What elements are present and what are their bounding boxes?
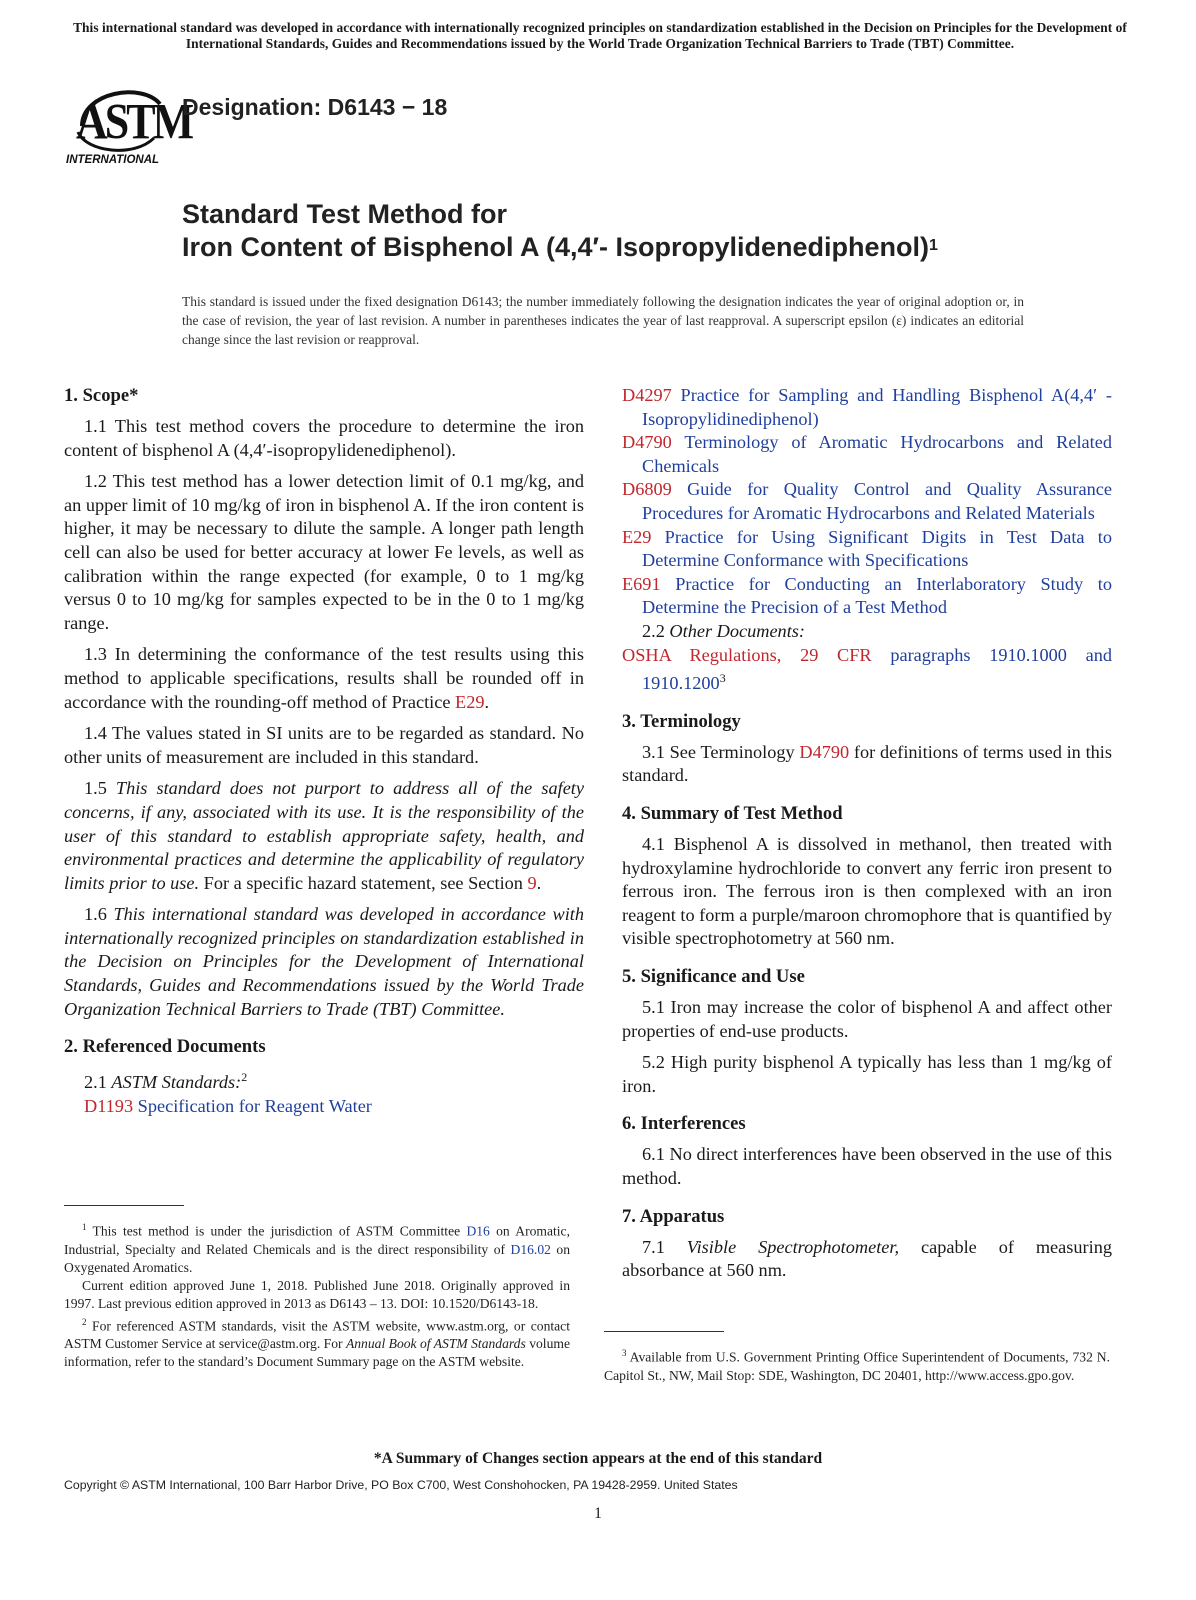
paragraph-4-1: 4.1 Bisphenol A is dissolved in methanol, then treated with hydroxylamine hydrochloride to convert any ferric iron present to ferrous iron. The ferrous iron is then complexed with an iron reagent to form a purple/maroon chromophore that is quantified by visible spectrophotometry at 560 nm. [622,834,1112,949]
reference-code[interactable]: E691 [622,573,661,594]
reference-item [622,431,1112,478]
reference-item [622,573,1112,620]
reference-title[interactable]: paragraphs 1910.1000 and 1910.1200 [642,644,1112,694]
svg-text:INTERNATIONAL: INTERNATIONAL [66,154,160,166]
footnote-1: $^1$ This test method is under the jurisdiction of ASTM Committee D16 on Aromatic, Industrial, Specialty and Related Chemicals and is the direct responsibility of D16.02 on Oxygenated Aromatics. [64,1222,570,1275]
paragraph-5-1: 5.1 Iron may increase the color of bisphenol A and affect other properties of end-use products. [622,996,1112,1041]
summary-of-changes-note: *A Summary of Changes section appears at the end of this standard [373,1450,823,1467]
footnotes-left [64,1218,570,1371]
reference-title[interactable]: Specification for Reagent Water [137,1095,372,1116]
reference-code[interactable]: D1193 [84,1095,134,1116]
paragraph-1-4: 1.4 The values stated in SI units are to be regarded as standard. No other units of measurement are included in this standard. [64,723,584,767]
paragraph-1-1: 1.1 This test method covers the procedure to determine the iron content of bisphenol A (4,4′-isopropylidenediphenol). [64,416,584,460]
footnote-divider [64,1205,184,1206]
astm-logo-icon [64,74,192,166]
reference-code[interactable]: D4297 [622,385,672,405]
copyright: Copyright © ASTM International, 100 Barr Harbor Drive, PO Box C700, West Conshohocken, PA 19428-2959. United States [64,1478,738,1492]
paragraph-1-5: 1.5 This standard does not purport to address all of the safety concerns, if any, associated with its use. It is the responsibility of the user of this standard to establish appropriate safety, health, and environmental practices and determine the applicability of regulatory limits prior to use. For a specific hazard statement, see Section 9. [64,778,584,893]
footnote-1-edition: Current edition approved June 1, 2018. Published June 2018. Originally approved in 1997. Last previous edition approved in 2013 as D6143 – 13. DOI: 10.1520/D6143-18. [64,1277,570,1311]
section-heading-interferences: 6. Interferences [622,1113,746,1135]
left-column [64,384,584,1119]
reference-title[interactable]: Terminology of Aromatic Hydrocarbons and Related Chemicals [642,432,1112,476]
reference-title[interactable]: Guide for Quality Control and Quality Assurance Procedures for Aromatic Hydrocarbons and Related Materials [642,479,1112,523]
document-title [182,198,938,268]
title-footnote-mark: 1 [928,237,938,254]
paragraph-7-1: 7.1 Visible Spectrophotometer, capable of measuring absorbance at 560 nm. [622,1236,1112,1281]
reference-item-osha: OSHA Regulations, 29 CFR paragraphs 1910.1000 and 1910.1200$^3$ [622,644,1112,694]
reference-code[interactable]: D6809 [622,479,672,500]
ref-link-d16[interactable]: D16 [466,1223,490,1239]
reference-item [64,1095,584,1119]
paragraph-6-1: 6.1 No direct interferences have been observed in the use of this method. [622,1144,1112,1188]
section-heading-terminology: 3. Terminology [622,710,741,732]
paragraph-5-2: 5.2 High purity bisphenol A typically has less than 1 mg/kg of iron. [622,1052,1112,1096]
ref-link-d4790[interactable]: D4790 [799,741,850,762]
reference-item [622,526,1112,573]
reference-code[interactable]: D4790 [622,432,672,453]
title-line-1: Standard Test Method for [182,199,508,229]
ref-link-d16-02[interactable]: D16.02 [510,1241,551,1257]
reference-code[interactable]: E29 [622,526,652,547]
footnote-2: $^2$ For referenced ASTM standards, visit the ASTM website, www.astm.org, or contact ASTM Customer Service at service@astm.org. For Annual Book of ASTM Standards volume information, refer to the standard’s Document Summary page on the ASTM website. [64,1316,570,1370]
reference-item [622,384,1112,431]
section-heading-significance: 5. Significance and Use [622,965,805,987]
paragraph-1-3: 1.3 In determining the conformance of the test results using this method to applicable specifications, results shall be rounded off in accordance with the rounding-off method of Practice E29. [64,644,584,712]
reference-code[interactable]: OSHA Regulations, 29 CFR [622,644,872,665]
subsection-2-2: 2.2 Other Documents: [642,620,805,641]
section-heading-apparatus: 7. Apparatus [622,1205,725,1227]
section-heading-summary: 4. Summary of Test Method [622,803,843,824]
title-line-2: Iron Content of Bisphenol A (4,4′- Isopropylidenediphenol)$^1$ [182,232,938,262]
paragraph-3-1: 3.1 See Terminology D4790 for definitions of terms used in this standard. [622,741,1112,786]
reference-title[interactable]: Practice for Sampling and Handling Bisphenol A(4,4′ -Isopropylidinediphenol) [642,385,1112,429]
paragraph-1-2: 1.2 This test method has a lower detection limit of 0.1 mg/kg, and an upper limit of 10 mg/kg of iron in bisphenol A. If the iron content is higher, it may be necessary to dilute the sample. A longer path length cell can also be used for better accuracy at lower Fe levels, as well as calibration within the range expected (for example, 0 to 1 mg/kg versus 0 to 10 mg/kg for samples expected to be in the 0 to 1 mg/kg range. [64,471,584,633]
reference-title[interactable]: Practice for Conducting an Interlaboratory Study to Determine the Precision of a Test Method [642,573,1112,618]
designation: Designation: D6143 − 18 [182,94,448,120]
ref-link-section-9[interactable]: 9 [527,872,537,893]
reference-item [622,478,1112,525]
ref-link-e29[interactable]: E29 [455,691,485,712]
page-number: 1 [594,1505,602,1522]
reference-title[interactable]: Practice for Using Significant Digits in Test Data to Determine Conformance with Specifications [642,526,1112,571]
section-heading-scope: 1. Scope* [64,385,139,406]
right-column [622,384,1112,1291]
footnotes-right [604,1344,1110,1385]
section-heading-referenced-documents: 2. Referenced Documents [64,1036,266,1058]
header-notice: This international standard was developed in accordance with internationally recognized principles on standardization established in the Decision on Principles for the Development of International Standards, Guides and Recommendations issued by the World Trade Organization Technical Barriers to Trade (TBT) Committee. [73,20,1127,51]
paragraph-1-6: 1.6 This international standard was developed in accordance with internationally recognized principles on standardization established in the Decision on Principles for the Development of International Standards, Guides and Recommendations issued by the World Trade Organization Technical Barriers to Trade (TBT) Committee. [64,904,585,1019]
svg-text:ASTM: ASTM [76,94,192,151]
footnote-3: $^3$ Available from U.S. Government Printing Office Superintendent of Documents, 732 N. Capitol St., NW, Mail Stop: SDE, Washington, DC 20401, http://www.access.gpo.gov. [604,1348,1110,1383]
subsection-2-1: 2.1 ASTM Standards:$^2$ [84,1070,248,1093]
footnote-divider [604,1331,724,1332]
issued-note: This standard is issued under the fixed designation D6143; the number immediately following the designation indicates the year of original adoption or, in the case of revision, the year of last revision. A number in parentheses indicates the year of last reapproval. A superscript epsilon (ε) indicates an editorial change since the last revision or reapproval. [182,294,1024,347]
